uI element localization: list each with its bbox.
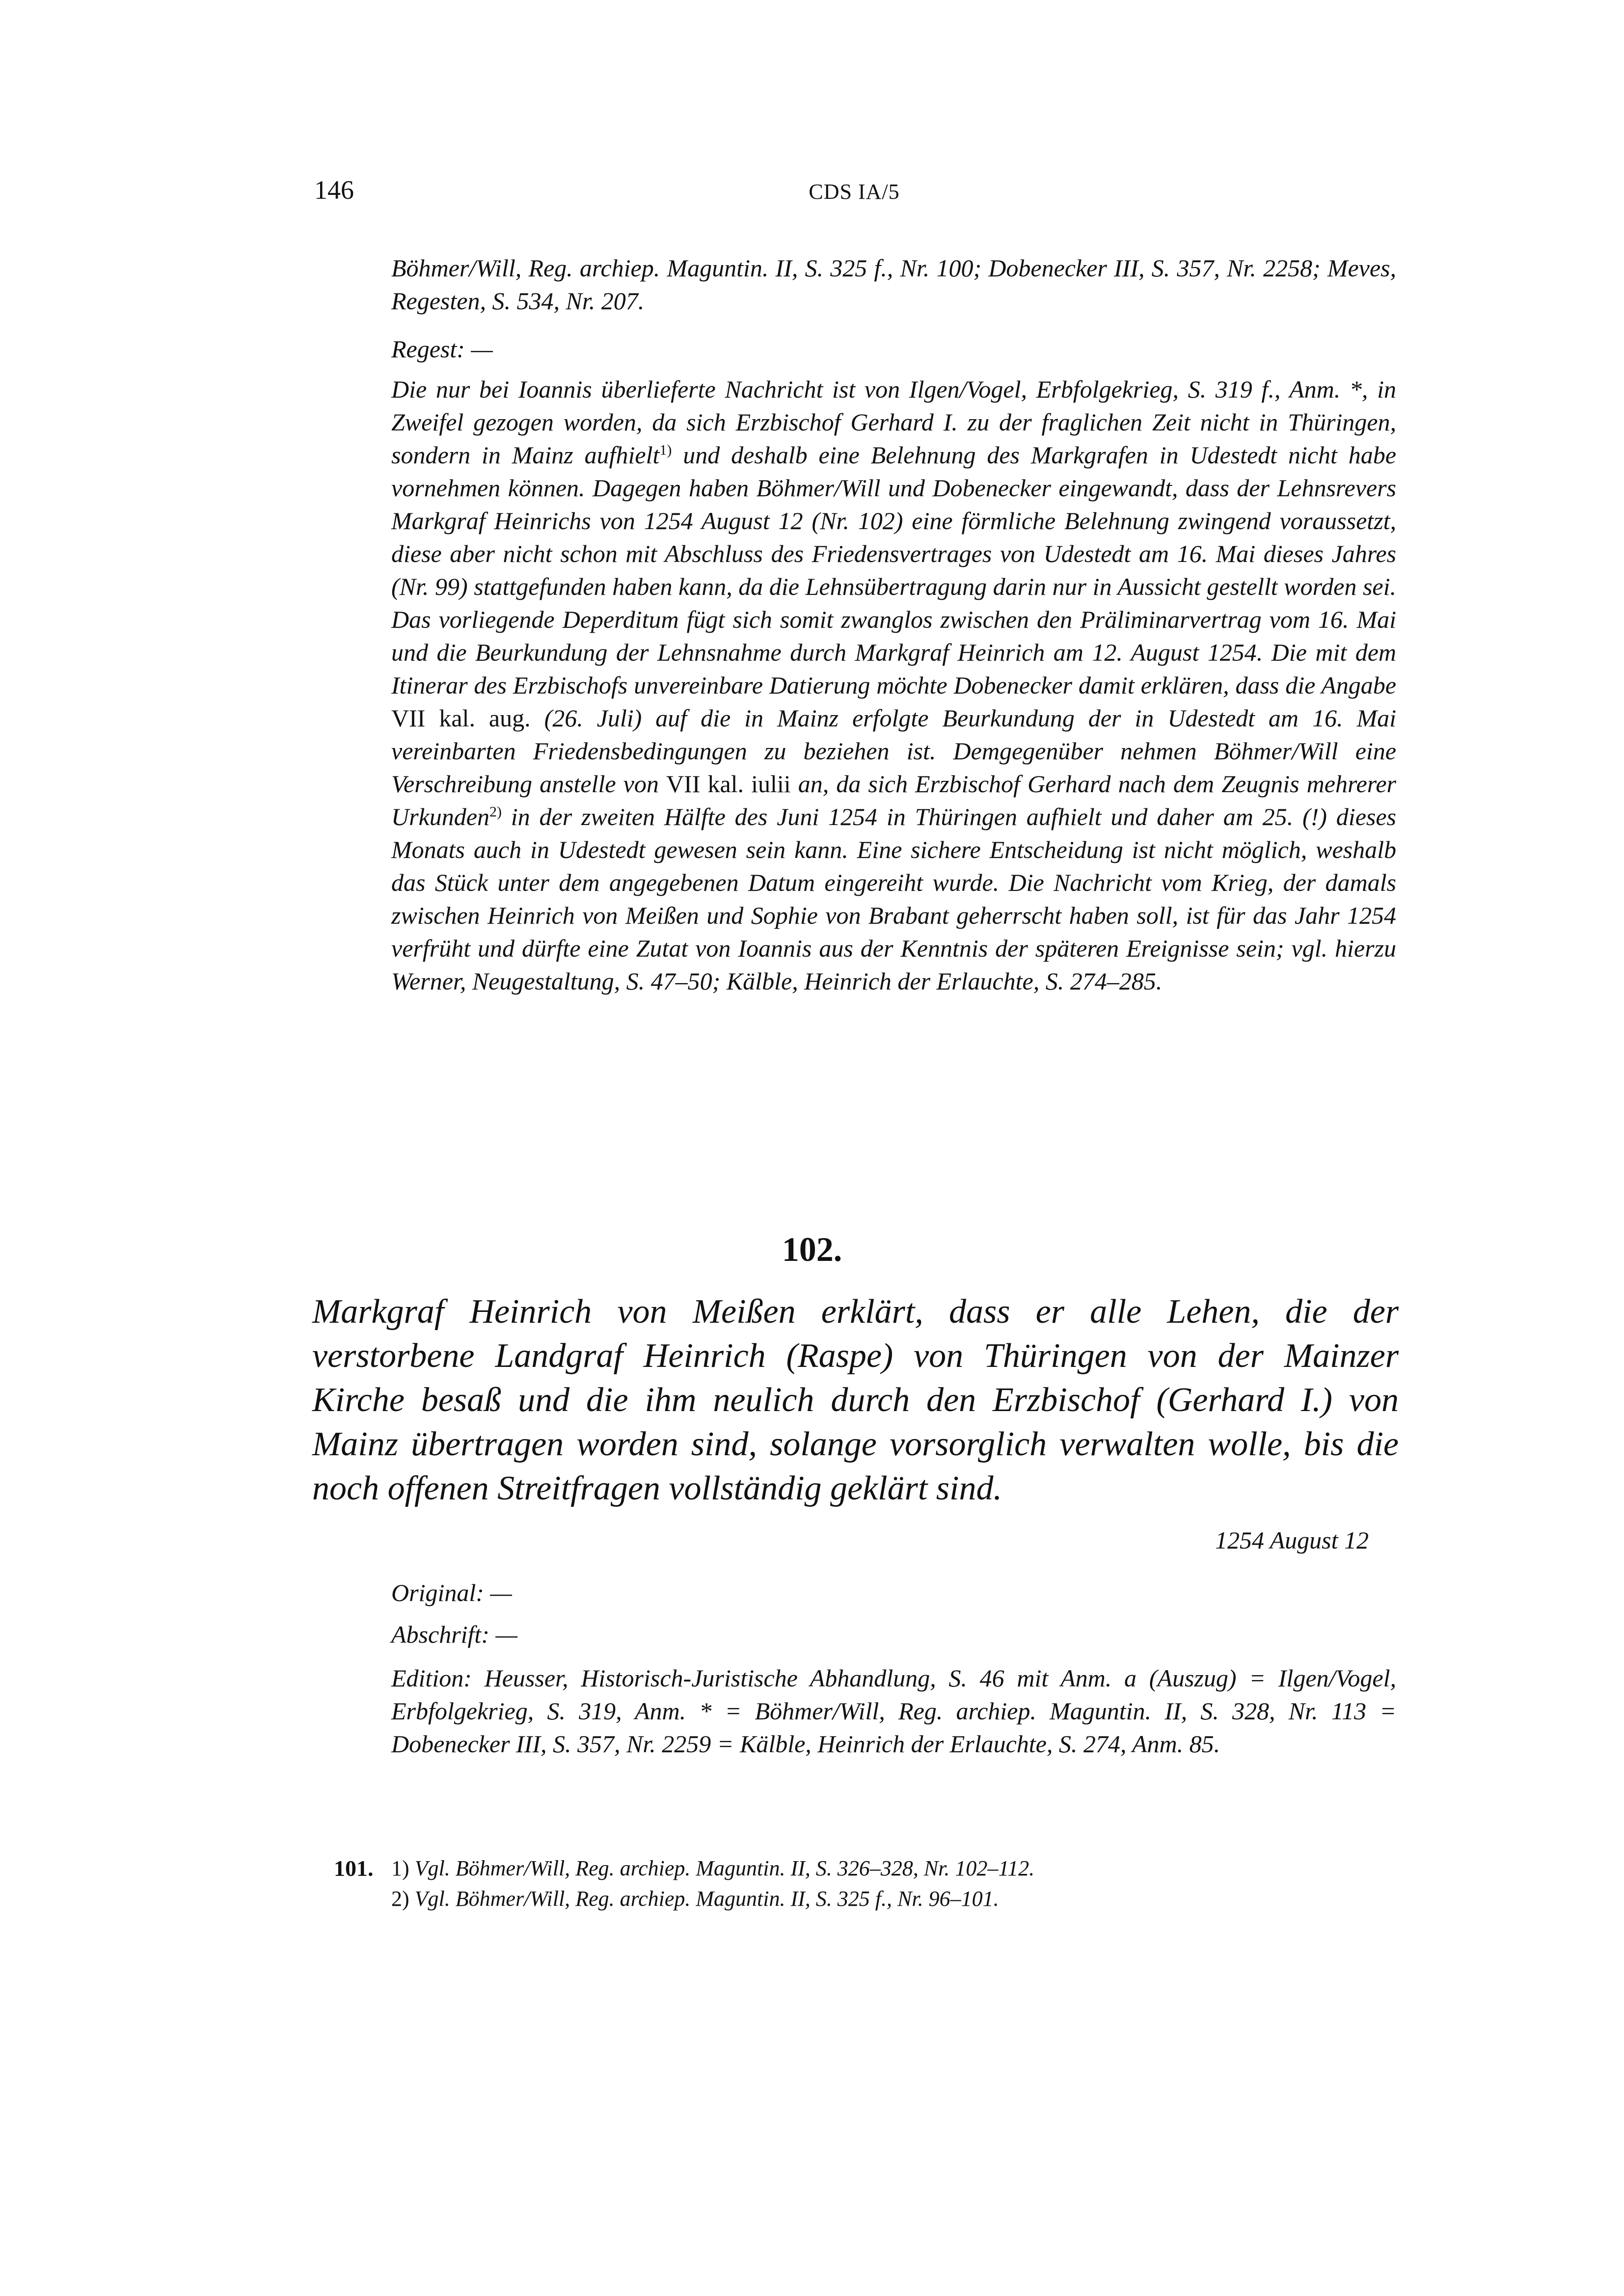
page-number: 146 (314, 175, 354, 205)
footnote-ref-2: 2) (489, 803, 502, 820)
doc-number: 102. (782, 1231, 842, 1269)
commentary-text-1: Die nur bei Ioannis überlieferte Nachricht ist von Ilgen/Vogel, Erbfolgekrieg, S. 319 f., Anm. *, in Zweifel gezogen worden, da sich Erzbischof Gerhard I. zu der fraglichen Zeit nicht in Thüringen, sondern in Mainz aufhielt (391, 375, 1396, 469)
date-quote-iulii: VII kal. iulii (666, 770, 791, 798)
page-header (0, 173, 1624, 207)
footnote-text: Vgl. Böhmer/Will, Reg. archiep. Maguntin. II, S. 326–328, Nr. 102–112. (414, 1856, 1035, 1880)
footnote-text: Vgl. Böhmer/Will, Reg. archiep. Maguntin. II, S. 325 f., Nr. 96–101. (414, 1887, 999, 1911)
commentary-text-4: an, da sich Erzbischof Gerhard nach dem Zeugnis mehrerer Urkunden (391, 770, 1397, 830)
footnote-list (391, 1853, 1398, 1914)
footnote-marker: 2) (391, 1887, 409, 1911)
footnote-section-label: 101. (334, 1856, 374, 1881)
footnote-item (391, 1884, 1398, 1914)
doc-date: 1254 August 12 (1215, 1526, 1369, 1554)
footnote-marker: 1) (391, 1856, 409, 1880)
commentary-text-3: (26. Juli) auf die in Mainz erfolgte Beurkundung der in Udestedt am 16. Mai vereinbarten Friedensbedingungen zu beziehen ist. Demgegenüber nehmen Böhmer/Will eine Verschreibung anstelle von (391, 704, 1396, 798)
date-quote-aug: VII kal. aug. (391, 704, 531, 732)
doc101-regest: Regest: — (391, 335, 493, 363)
commentary-text-2: und deshalb eine Belehnung des Markgrafen in Udestedt nicht habe vornehmen können. Dagegen haben Böhmer/Will und Dobenecker eingewandt, dass der Lehnsrevers Markgraf Heinrichs von 1254 August 12 (Nr. 102) eine förmliche Belehnung zwingend voraussetzt, diese aber nicht schon mit Abschluss des Friedensvertrages von Udestedt am 16. Mai dieses Jahres (Nr. 99) stattgefunden haben kann, da die Lehnsübertragung darin nur in Aussicht gestellt worden sei. Das vorliegende Deperditum fügt sich somit zwanglos zwischen den Präliminarvertrag vom 16. Mai und die Beurkundung der Lehnsnahme durch Markgraf Heinrich am 12. August 1254. Die mit dem Itinerar des Erzbischofs unvereinbare Datierung möchte Dobenecker damit erklären, dass die Angabe (391, 441, 1396, 699)
doc-summary: Markgraf Heinrich von Meißen erklärt, dass er alle Lehen, die der verstorbene Landgraf Heinrich (Raspe) von Thüringen von der Mainzer Kirche besaß und die ihm neulich durch den Erzbischof (Gerhard I.) von Mainz übertragen worden sind, solange vorsorglich verwalten wolle, bis die noch offenen Streitfragen vollständig geklärt sind. (312, 1293, 1399, 1507)
doc102-abschrift: Abschrift: — (391, 1621, 517, 1648)
footnote-ref-1: 1) (659, 442, 672, 458)
commentary-text-5: in der zweiten Hälfte des Juni 1254 in Thüringen aufhielt und daher am 25. (!) dieses Monats auch in Udestedt gewesen sein kann. Eine sichere Entscheidung ist nicht möglich, weshalb das Stück unter dem angegebenen Datum eingereiht wurde. Die Nachricht vom Krieg, der damals zwischen Heinrich von Meißen und Sophie von Brabant geherrscht haben soll, ist für das Jahr 1254 verfrüht und dürfte eine Zutat von Ioannis aus der Kenntnis der späteren Ereignisse sein; vgl. hierzu Werner, Neugestaltung, S. 47–50; Kälble, Heinrich der Erlauchte, S. 274–285. (391, 803, 1396, 995)
doc101-commentary (391, 373, 1396, 998)
doc102-original: Original: — (391, 1579, 512, 1606)
running-title: CDS IA/5 (809, 180, 900, 204)
footnote-item (391, 1853, 1398, 1884)
doc102-edition: Edition: Heusser, Historisch-Juristische Abhandlung, S. 46 mit Anm. a (Auszug) = Ilgen/Vogel, Erbfolgekrieg, S. 319, Anm. * = Böhmer/Will, Reg. archiep. Maguntin. II, S. 328, Nr. 113 = Dobenecker III, S. 357, Nr. 2259 = Kälble, Heinrich der Erlauchte, S. 274, Anm. 85. (391, 1664, 1396, 1758)
doc101-references: Böhmer/Will, Reg. archiep. Maguntin. II, S. 325 f., Nr. 100; Dobenecker III, S. 357, Nr. 2258; Meves, Regesten, S. 534, Nr. 207. (391, 254, 1396, 315)
